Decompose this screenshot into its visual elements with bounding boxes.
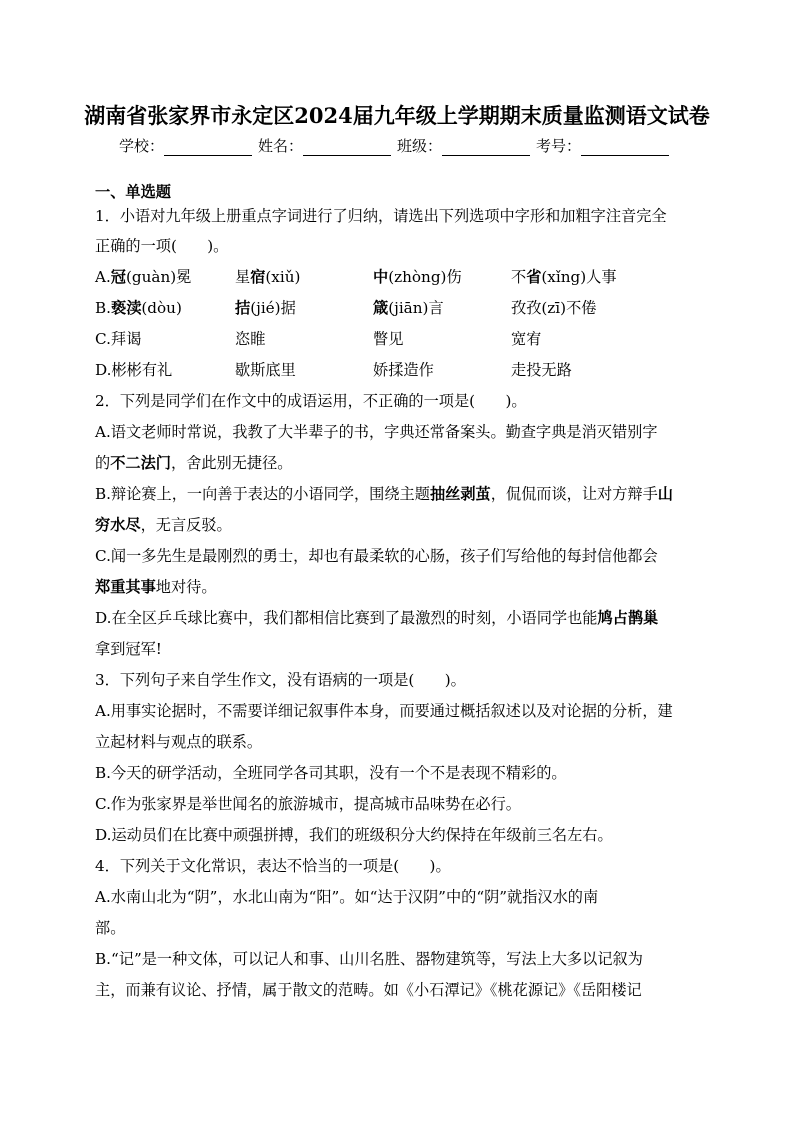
q2-option-a-line2: 的不二法门，舍此别无捷径。 bbox=[95, 454, 293, 472]
q2-option-a-line1: A.语文老师时常说，我教了大半辈子的书，字典还常备案头。勤查字典是消灭错别字 bbox=[95, 423, 658, 441]
q3-option-b: B.今天的研学活动，全班同学各司其职，没有一个不是表现不精彩的。 bbox=[95, 764, 567, 782]
section-heading: 一、单选题 bbox=[95, 183, 171, 201]
class-blank[interactable] bbox=[442, 141, 530, 156]
q2-option-c-line2: 郑重其事地对待。 bbox=[95, 578, 217, 596]
q3-option-a-line2: 立起材料与观点的联系。 bbox=[95, 733, 263, 751]
q2-option-c-line1: C.闻一多先生是最刚烈的勇士，却也有最柔软的心肠，孩子们写给他的每封信他都会 bbox=[95, 547, 658, 565]
q4-option-b-line2: 主，而兼有议论、抒情，属于散文的范畴。如《小石潭记》《桃花源记》《岳阳楼记 bbox=[95, 981, 642, 999]
q2-stem: 2．下列是同学们在作文中的成语运用，不正确的一项是( )。 bbox=[95, 392, 527, 410]
q4-option-a-line2: 部。 bbox=[95, 919, 126, 937]
exam-no-label: 考号： bbox=[536, 137, 582, 155]
class-label: 班级： bbox=[397, 137, 443, 155]
q3-option-c: C.作为张家界是举世闻名的旅游城市，提高城市品味势在必行。 bbox=[95, 795, 521, 813]
name-blank[interactable] bbox=[303, 141, 391, 156]
page-title: 湖南省张家界市永定区2024届九年级上学期期末质量监测语文试卷 bbox=[84, 103, 710, 128]
q3-option-d: D.运动员们在比赛中顽强拼搏，我们的班级积分大约保持在年级前三名左右。 bbox=[95, 826, 613, 844]
q1-stem-line1: 1．小语对九年级上册重点字词进行了归纳，请选出下列选项中字形和加粗字注音完全 bbox=[95, 207, 667, 225]
q2-option-b-line1: B.辩论赛上，一向善于表达的小语同学，围绕主题抽丝剥茧，侃侃而谈，让对方辩手山 bbox=[95, 485, 673, 503]
student-info-line bbox=[0, 135, 794, 156]
q2-option-d-line1: D.在全区乒乓球比赛中，我们都相信比赛到了最激烈的时刻，小语同学也能鸠占鹊巢 bbox=[95, 609, 659, 627]
q3-option-a-line1: A.用事实论据时，不需要详细记叙事件本身，而要通过概括叙述以及对论据的分析，建 bbox=[95, 702, 673, 720]
q4-option-a-line1: A.水南山北为“阴”，水北山南为“阳”。如“达于汉阴”中的“阴”就指汉水的南 bbox=[95, 888, 599, 906]
school-blank[interactable] bbox=[164, 141, 252, 156]
name-label: 姓名： bbox=[257, 137, 303, 155]
exam-no-blank[interactable] bbox=[581, 141, 669, 156]
q2-option-d-line2: 拿到冠军! bbox=[95, 640, 162, 658]
q4-stem: 4．下列关于文化常识，表达不恰当的一项是( )。 bbox=[95, 857, 451, 875]
q2-option-b-line2: 穷水尽，无言反驳。 bbox=[95, 516, 232, 534]
school-label: 学校： bbox=[118, 137, 164, 155]
q3-stem: 3．下列句子来自学生作文，没有语病的一项是( )。 bbox=[95, 671, 466, 689]
exam-page: 湖南省张家界市永定区2024届九年级上学期期末质量监测语文试卷 学校： 姓名： 班级： 考号： 一、单选题 1．小语对九年级上册重点字词进行了归纳，请选出下列选项中字形和加粗字注音完全 正确的一项( )。 A.冠(guàn)冕 星宿(xiǔ) 中(zhòng)伤 不省(xǐng)人事 B.亵渎(dòu) 拮(jié)据 箴(jiān)言 孜孜(zī)不倦 C.拜谒 恣睢 瞥见 宽宥 D.彬彬有礼 歇斯底里 娇揉造作 走投无路 2．下列是同学们在作文中的成语运用，不正确的一项是( )。 A.语文老师时常说，我教了大半辈子的书，字典还常备案头。勤查字典是消灭错别字 的不二法门，舍此别无捷径。 B.辩论赛上，一向善于表达的小语同学，围绕主题抽丝剥茧，侃侃而谈，让对方辩手山 穷水尽，无言反驳。 C.闻一多先生是最刚烈的勇士，却也有最柔软的心肠，孩子们写给他的每封信他都会 郑重其事地对待。 D.在全区乒乓球比赛中，我们都相信比赛到了最激烈的时刻，小语同学也能鸠占鹊巢 拿到冠军! 3．下列句子来自学生作文，没有语病的一项是( )。 A.用事实论据时，不需要详细记叙事件本身，而要通过概括叙述以及对论据的分析，建 立起材料与观点的联系。 B.今天的研学活动，全班同学各司其职，没有一个不是表现不精彩的。 C.作为张家界是举世闻名的旅游城市，提高城市品味势在必行。 D.运动员们在比赛中顽强拼搏，我们的班级积分大约保持在年级前三名左右。 4．下列关于文化常识，表达不恰当的一项是( )。 A.水南山北为“阴”，水北山南为“阳”。如“达于汉阴”中的“阴”就指汉水的南 部。 B.“记”是一种文体，可以记人和事、山川名胜、器物建筑等，写法上大多以记叙为 主，而兼有议论、抒情，属于散文的范畴。如《小石潭记》《桃花源记》《岳阳楼记 bbox=[0, 0, 794, 1123]
q4-option-b-line1: B.“记”是一种文体，可以记人和事、山川名胜、器物建筑等，写法上大多以记叙为 bbox=[95, 950, 643, 968]
q1-stem-line2: 正确的一项( )。 bbox=[95, 237, 229, 255]
